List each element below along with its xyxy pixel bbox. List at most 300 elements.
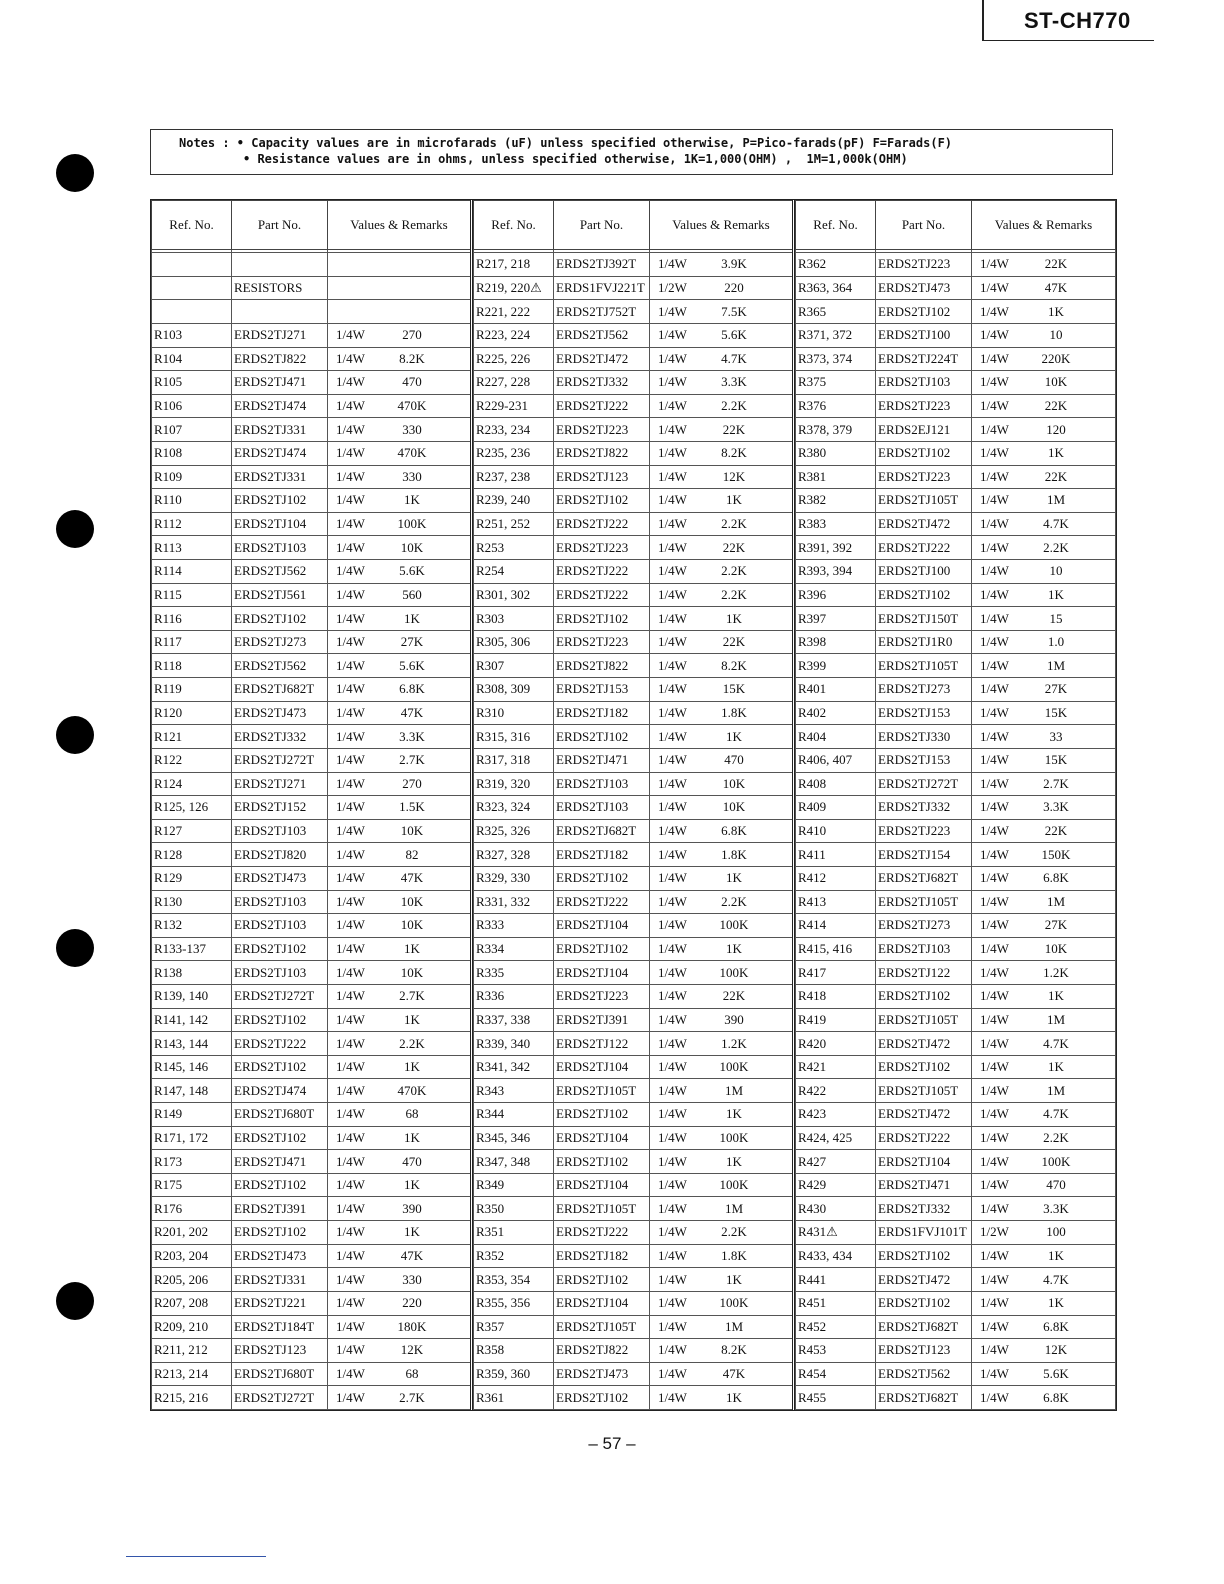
values-cell — [328, 654, 472, 678]
values-cell — [650, 1008, 794, 1032]
ref-no-cell: R406, 407 — [796, 748, 876, 772]
part-no-cell: ERDS2TJ822 — [554, 654, 650, 678]
table-row — [474, 748, 794, 772]
part-no-cell: ERDS2TJ103 — [876, 937, 972, 961]
bottom-rule — [126, 1556, 266, 1557]
values-cell — [328, 1386, 472, 1410]
part-no-cell: ERDS2TJ472 — [554, 347, 650, 371]
part-no-cell: ERDS2TJ103 — [876, 371, 972, 395]
wattage: 1/2W — [658, 280, 687, 295]
resistance-value: 10K — [722, 775, 746, 791]
table-row — [152, 347, 472, 371]
part-no-cell: ERDS2TJ222 — [554, 512, 650, 536]
resistance-value: 1.5K — [399, 799, 425, 815]
resistance-value: 330 — [402, 1271, 422, 1287]
table-row — [474, 866, 794, 890]
wattage: 1/4W — [980, 1177, 1009, 1193]
wattage: 1/4W — [980, 610, 1009, 626]
wattage: 1/4W — [336, 846, 365, 862]
resistance-value: 1K — [404, 1129, 420, 1145]
table-row — [796, 961, 1116, 985]
ref-no-cell: R110 — [152, 489, 232, 513]
values-cell — [650, 914, 794, 938]
ref-no-cell: R421 — [796, 1055, 876, 1079]
wattage: 1/4W — [336, 1366, 365, 1382]
values-cell — [328, 300, 472, 324]
ref-no-cell: R424, 425 — [796, 1126, 876, 1150]
values-cell — [650, 1244, 794, 1268]
ref-no-cell: R215, 216 — [152, 1386, 232, 1410]
ref-no-cell: R176 — [152, 1197, 232, 1221]
ref-no-cell: R175 — [152, 1173, 232, 1197]
part-no-cell — [232, 253, 328, 277]
resistance-value: 470 — [1046, 1177, 1066, 1193]
wattage: 1/4W — [980, 586, 1009, 602]
table-row — [152, 1008, 472, 1032]
ref-no-cell: R141, 142 — [152, 1008, 232, 1032]
wattage: 1/4W — [658, 492, 687, 508]
values-cell — [650, 371, 794, 395]
table-row — [152, 1173, 472, 1197]
part-no-cell: ERDS1FVJ221T — [554, 276, 650, 300]
wattage: 1/4W — [336, 445, 365, 461]
resistance-value: 47K — [400, 870, 424, 886]
wattage: 1/4W — [980, 917, 1009, 933]
wattage: 1/4W — [980, 1153, 1009, 1169]
values-cell — [972, 418, 1116, 442]
part-no-cell: ERDS2TJ102 — [876, 441, 972, 465]
wattage: 1/4W — [980, 1389, 1009, 1405]
wattage: 1/4W — [336, 468, 365, 484]
values-cell — [972, 323, 1116, 347]
values-cell — [650, 1339, 794, 1363]
resistance-value: 1K — [404, 1059, 420, 1075]
resistance-value: 10K — [400, 917, 424, 933]
ref-no-cell: R393, 394 — [796, 560, 876, 584]
table-row — [152, 489, 472, 513]
resistance-value: 10K — [400, 539, 424, 555]
ref-no-cell: R420 — [796, 1032, 876, 1056]
table-row — [474, 441, 794, 465]
part-no-cell: ERDS2TJ105T — [876, 890, 972, 914]
resistance-value: 4.7K — [1043, 516, 1069, 532]
ref-no-cell: R149 — [152, 1103, 232, 1127]
table-row — [796, 489, 1116, 513]
values-cell — [972, 796, 1116, 820]
ref-no-cell: R327, 328 — [474, 843, 554, 867]
resistance-value: 1K — [726, 870, 742, 886]
ref-no-cell: R129 — [152, 866, 232, 890]
values-cell — [650, 512, 794, 536]
table-row — [796, 1268, 1116, 1292]
wattage: 1/4W — [658, 1271, 687, 1287]
values-cell — [650, 843, 794, 867]
values-cell — [650, 418, 794, 442]
table-row — [796, 937, 1116, 961]
part-no-cell: ERDS2TJ102 — [554, 1268, 650, 1292]
table-row — [152, 1103, 472, 1127]
values-cell — [972, 1221, 1116, 1245]
wattage: 1/4W — [980, 988, 1009, 1004]
table-row — [152, 394, 472, 418]
ref-no-cell: R411 — [796, 843, 876, 867]
ref-no-header: Ref. No. — [474, 201, 554, 250]
table-row — [474, 583, 794, 607]
ref-no-cell: R127 — [152, 819, 232, 843]
values-cell — [328, 607, 472, 631]
values-cell — [328, 1055, 472, 1079]
wattage: 1/4W — [658, 634, 687, 650]
part-no-cell: ERDS2TJ102 — [876, 1244, 972, 1268]
values-cell — [328, 1315, 472, 1339]
part-no-cell: ERDS2TJ331 — [232, 418, 328, 442]
ref-no-cell: R310 — [474, 701, 554, 725]
part-no-cell: ERDS2TJ392T — [554, 253, 650, 277]
wattage: 1/4W — [658, 704, 687, 720]
part-no-cell: ERDS2TJ223 — [554, 418, 650, 442]
table-row — [474, 323, 794, 347]
resistance-value: 1K — [404, 610, 420, 626]
part-no-cell: ERDS2TJ105T — [554, 1197, 650, 1221]
resistance-value: 1K — [1048, 1295, 1064, 1311]
resistance-value: 1M — [1046, 1011, 1066, 1027]
table-row — [796, 630, 1116, 654]
table-row — [796, 371, 1116, 395]
resistance-value: 2.2K — [721, 893, 747, 909]
table-row — [474, 276, 794, 300]
resistance-value: 100K — [719, 1059, 749, 1075]
resistance-value: 1K — [726, 1153, 742, 1169]
values-cell — [328, 1339, 472, 1363]
table-row — [152, 725, 472, 749]
wattage: 1/4W — [336, 681, 365, 697]
wattage: 1/4W — [658, 1129, 687, 1145]
part-no-cell: ERDS2TJ391 — [554, 1008, 650, 1032]
part-no-cell: ERDS2TJ223 — [554, 984, 650, 1008]
resistance-value: 22K — [722, 539, 746, 555]
part-no-cell: ERDS2TJ820 — [232, 843, 328, 867]
part-no-cell: ERDS2TJ123 — [232, 1339, 328, 1363]
resistance-value: 1K — [1048, 445, 1064, 461]
values-cell — [972, 300, 1116, 324]
ref-no-cell: R112 — [152, 512, 232, 536]
ref-no-cell: R103 — [152, 323, 232, 347]
resistance-value: 1K — [726, 492, 742, 508]
values-cell — [650, 678, 794, 702]
values-cell — [972, 866, 1116, 890]
resistance-value: 470K — [397, 445, 427, 461]
resistance-value: 47K — [722, 1366, 746, 1382]
values-cell — [328, 1126, 472, 1150]
wattage: 1/4W — [658, 468, 687, 484]
part-no-cell: ERDS2TJ104 — [554, 1291, 650, 1315]
table-row — [796, 914, 1116, 938]
resistance-value: 470 — [724, 752, 744, 768]
table-row — [152, 1339, 472, 1363]
wattage: 1/4W — [336, 1011, 365, 1027]
values-cell — [328, 843, 472, 867]
part-no-cell: ERDS2TJ122 — [876, 961, 972, 985]
resistance-value: 2.2K — [721, 563, 747, 579]
part-no-cell: ERDS2TJ472 — [876, 1032, 972, 1056]
wattage: 1/4W — [658, 1035, 687, 1051]
ref-no-cell: R454 — [796, 1362, 876, 1386]
part-no-cell: ERDS2TJ102 — [232, 1008, 328, 1032]
ref-no-cell: R414 — [796, 914, 876, 938]
ref-no-cell: R109 — [152, 465, 232, 489]
ref-no-cell: R402 — [796, 701, 876, 725]
table-row — [474, 1315, 794, 1339]
wattage: 1/4W — [658, 988, 687, 1004]
table-row — [796, 394, 1116, 418]
rows — [474, 250, 794, 1410]
values-cell — [650, 1055, 794, 1079]
resistance-value: 6.8K — [1043, 1389, 1069, 1405]
wattage: 1/4W — [658, 327, 687, 343]
ref-no-cell: R124 — [152, 772, 232, 796]
resistance-value: 68 — [405, 1366, 419, 1382]
table-row — [796, 866, 1116, 890]
resistance-value: 100K — [719, 917, 749, 933]
table-row — [474, 890, 794, 914]
wattage: 1/4W — [658, 1318, 687, 1334]
ref-no-cell: R359, 360 — [474, 1362, 554, 1386]
wattage: 1/4W — [980, 846, 1009, 862]
part-no-cell: ERDS2TJ471 — [232, 1150, 328, 1174]
ref-no-cell: R223, 224 — [474, 323, 554, 347]
ref-no-cell: R211, 212 — [152, 1339, 232, 1363]
values-cell — [972, 701, 1116, 725]
table-row — [474, 1386, 794, 1410]
rows — [796, 250, 1116, 1410]
resistance-value: 12K — [400, 1342, 424, 1358]
resistance-value: 22K — [1044, 256, 1068, 272]
table-row — [152, 630, 472, 654]
table-row — [796, 300, 1116, 324]
part-no-cell: ERDS2TJ104 — [554, 1173, 650, 1197]
wattage: 1/4W — [980, 681, 1009, 697]
values-cell — [650, 1221, 794, 1245]
values-cell — [650, 276, 794, 300]
values-cell — [972, 819, 1116, 843]
table-row — [474, 1268, 794, 1292]
ref-no-cell: R251, 252 — [474, 512, 554, 536]
wattage: 1/4W — [336, 1295, 365, 1311]
part-no-cell: ERDS2TJ471 — [876, 1173, 972, 1197]
wattage: 1/4W — [336, 988, 365, 1004]
table-row — [152, 1032, 472, 1056]
ref-no-cell: R253 — [474, 536, 554, 560]
wattage: 1/4W — [980, 1366, 1009, 1382]
part-no-cell: ERDS2TJ272T — [232, 984, 328, 1008]
ref-no-cell: R415, 416 — [796, 937, 876, 961]
table-row — [796, 1339, 1116, 1363]
table-row — [796, 1221, 1116, 1245]
part-no-cell: ERDS2TJ332 — [554, 371, 650, 395]
table-row — [474, 819, 794, 843]
table-row — [474, 1244, 794, 1268]
values-cell — [972, 1150, 1116, 1174]
resistance-value: 6.8K — [1043, 1318, 1069, 1334]
ref-no-cell: R303 — [474, 607, 554, 631]
wattage: 1/4W — [336, 1153, 365, 1169]
resistance-value: 150K — [1041, 846, 1071, 862]
table-row — [796, 253, 1116, 277]
part-no-cell: ERDS2TJ102 — [876, 300, 972, 324]
header-row — [474, 201, 794, 250]
table-row — [474, 678, 794, 702]
wattage: 1/4W — [980, 704, 1009, 720]
ref-no-cell: R365 — [796, 300, 876, 324]
resistance-value: 27K — [1044, 917, 1068, 933]
table-row — [796, 418, 1116, 442]
wattage: 1/4W — [980, 823, 1009, 839]
part-no-cell: ERDS2TJ223 — [554, 536, 650, 560]
ref-no-cell: R419 — [796, 1008, 876, 1032]
values-cell — [650, 607, 794, 631]
values-cell — [972, 371, 1116, 395]
rows — [152, 250, 472, 1410]
page-number: – 57 – — [588, 1434, 636, 1453]
values-cell — [328, 536, 472, 560]
part-no-cell: ERDS2TJ1R0 — [876, 630, 972, 654]
wattage: 1/4W — [658, 823, 687, 839]
values-cell — [328, 772, 472, 796]
part-no-cell: ERDS2TJ105T — [554, 1079, 650, 1103]
part-no-cell: ERDS2TJ222 — [554, 1221, 650, 1245]
values-cell — [328, 1150, 472, 1174]
table-row — [796, 725, 1116, 749]
values-cell — [972, 276, 1116, 300]
wattage: 1/4W — [658, 1200, 687, 1216]
wattage: 1/4W — [980, 752, 1009, 768]
values-cell — [972, 465, 1116, 489]
table-row — [474, 607, 794, 631]
ref-no-cell: R235, 236 — [474, 441, 554, 465]
values-cell — [972, 560, 1116, 584]
ref-no-header: Ref. No. — [152, 201, 232, 250]
values-cell — [650, 394, 794, 418]
resistance-value: 22K — [1044, 468, 1068, 484]
ref-no-cell: R343 — [474, 1079, 554, 1103]
values-cell — [328, 489, 472, 513]
values-cell — [328, 961, 472, 985]
resistance-value: 100K — [719, 1129, 749, 1145]
table-row — [152, 465, 472, 489]
part-no-cell: ERDS2TJ223 — [876, 394, 972, 418]
part-no-cell: ERDS2TJ332 — [876, 796, 972, 820]
values-cell — [328, 1173, 472, 1197]
ref-no-cell: R358 — [474, 1339, 554, 1363]
wattage: 1/4W — [336, 870, 365, 886]
resistance-value: 1K — [726, 1271, 742, 1287]
wattage: 1/4W — [658, 398, 687, 414]
values-cell — [328, 441, 472, 465]
wattage: 1/4W — [980, 398, 1009, 414]
values-cell — [650, 748, 794, 772]
resistance-value: 68 — [405, 1106, 419, 1122]
part-no-cell: ERDS2TJ562 — [232, 654, 328, 678]
wattage: 1/4W — [336, 728, 365, 744]
table-row — [152, 890, 472, 914]
part-no-cell: ERDS2TJ223 — [554, 630, 650, 654]
wattage: 1/4W — [980, 634, 1009, 650]
resistance-value: 100K — [397, 516, 427, 532]
ref-no-cell: R431⚠ — [796, 1221, 876, 1245]
values-cell — [972, 441, 1116, 465]
values-cell — [650, 1173, 794, 1197]
table-row — [474, 772, 794, 796]
wattage: 1/4W — [980, 1271, 1009, 1287]
parts-column-3 — [795, 200, 1116, 1410]
part-no-cell: ERDS2TJ105T — [876, 1079, 972, 1103]
part-no-cell: ERDS2TJ102 — [232, 489, 328, 513]
values-cell — [650, 253, 794, 277]
part-no-cell: ERDS2TJ102 — [876, 984, 972, 1008]
resistance-value: 12K — [1044, 1342, 1068, 1358]
wattage: 1/4W — [658, 563, 687, 579]
resistance-value: 560 — [402, 586, 422, 602]
wattage: 1/4W — [336, 1224, 365, 1240]
wattage: 1/4W — [336, 1342, 365, 1358]
wattage: 1/4W — [336, 893, 365, 909]
resistance-value: 2.7K — [399, 752, 425, 768]
ref-no-cell: R125, 126 — [152, 796, 232, 820]
table-row — [152, 1386, 472, 1410]
table-row — [474, 253, 794, 277]
values-cell — [650, 1032, 794, 1056]
wattage: 1/4W — [658, 1295, 687, 1311]
wattage: 1/4W — [980, 799, 1009, 815]
wattage: 1/4W — [980, 468, 1009, 484]
ref-no-cell: R213, 214 — [152, 1362, 232, 1386]
table-row — [152, 796, 472, 820]
resistance-value: 2.2K — [399, 1035, 425, 1051]
resistance-value: 4.7K — [1043, 1035, 1069, 1051]
table-row — [796, 654, 1116, 678]
part-no-cell: ERDS2TJ103 — [232, 914, 328, 938]
part-no-cell: ERDS2TJ102 — [554, 866, 650, 890]
resistance-value: 10K — [400, 893, 424, 909]
part-no-cell: ERDS2TJ223 — [876, 819, 972, 843]
ref-no-cell: R333 — [474, 914, 554, 938]
table-row — [474, 701, 794, 725]
ref-no-cell: R422 — [796, 1079, 876, 1103]
ref-no-cell: R334 — [474, 937, 554, 961]
wattage: 1/4W — [980, 1129, 1009, 1145]
table-row — [796, 843, 1116, 867]
values-cell — [972, 890, 1116, 914]
table-row — [474, 394, 794, 418]
ref-no-cell: R427 — [796, 1150, 876, 1174]
table-row — [152, 937, 472, 961]
part-no-cell: ERDS2TJ103 — [554, 796, 650, 820]
ref-no-cell: R396 — [796, 583, 876, 607]
wattage: 1/4W — [658, 728, 687, 744]
values-cell — [650, 441, 794, 465]
part-no-cell: ERDS2TJ222 — [554, 890, 650, 914]
wattage: 1/4W — [658, 303, 687, 319]
resistance-value: 270 — [402, 775, 422, 791]
table-row — [796, 323, 1116, 347]
wattage: 1/4W — [980, 728, 1009, 744]
wattage: 1/4W — [658, 799, 687, 815]
part-no-cell: ERDS2TJ473 — [554, 1362, 650, 1386]
values-cell — [972, 748, 1116, 772]
resistance-value: 47K — [1044, 280, 1068, 295]
resistance-value: 22K — [1044, 398, 1068, 414]
ref-no-cell: R351 — [474, 1221, 554, 1245]
